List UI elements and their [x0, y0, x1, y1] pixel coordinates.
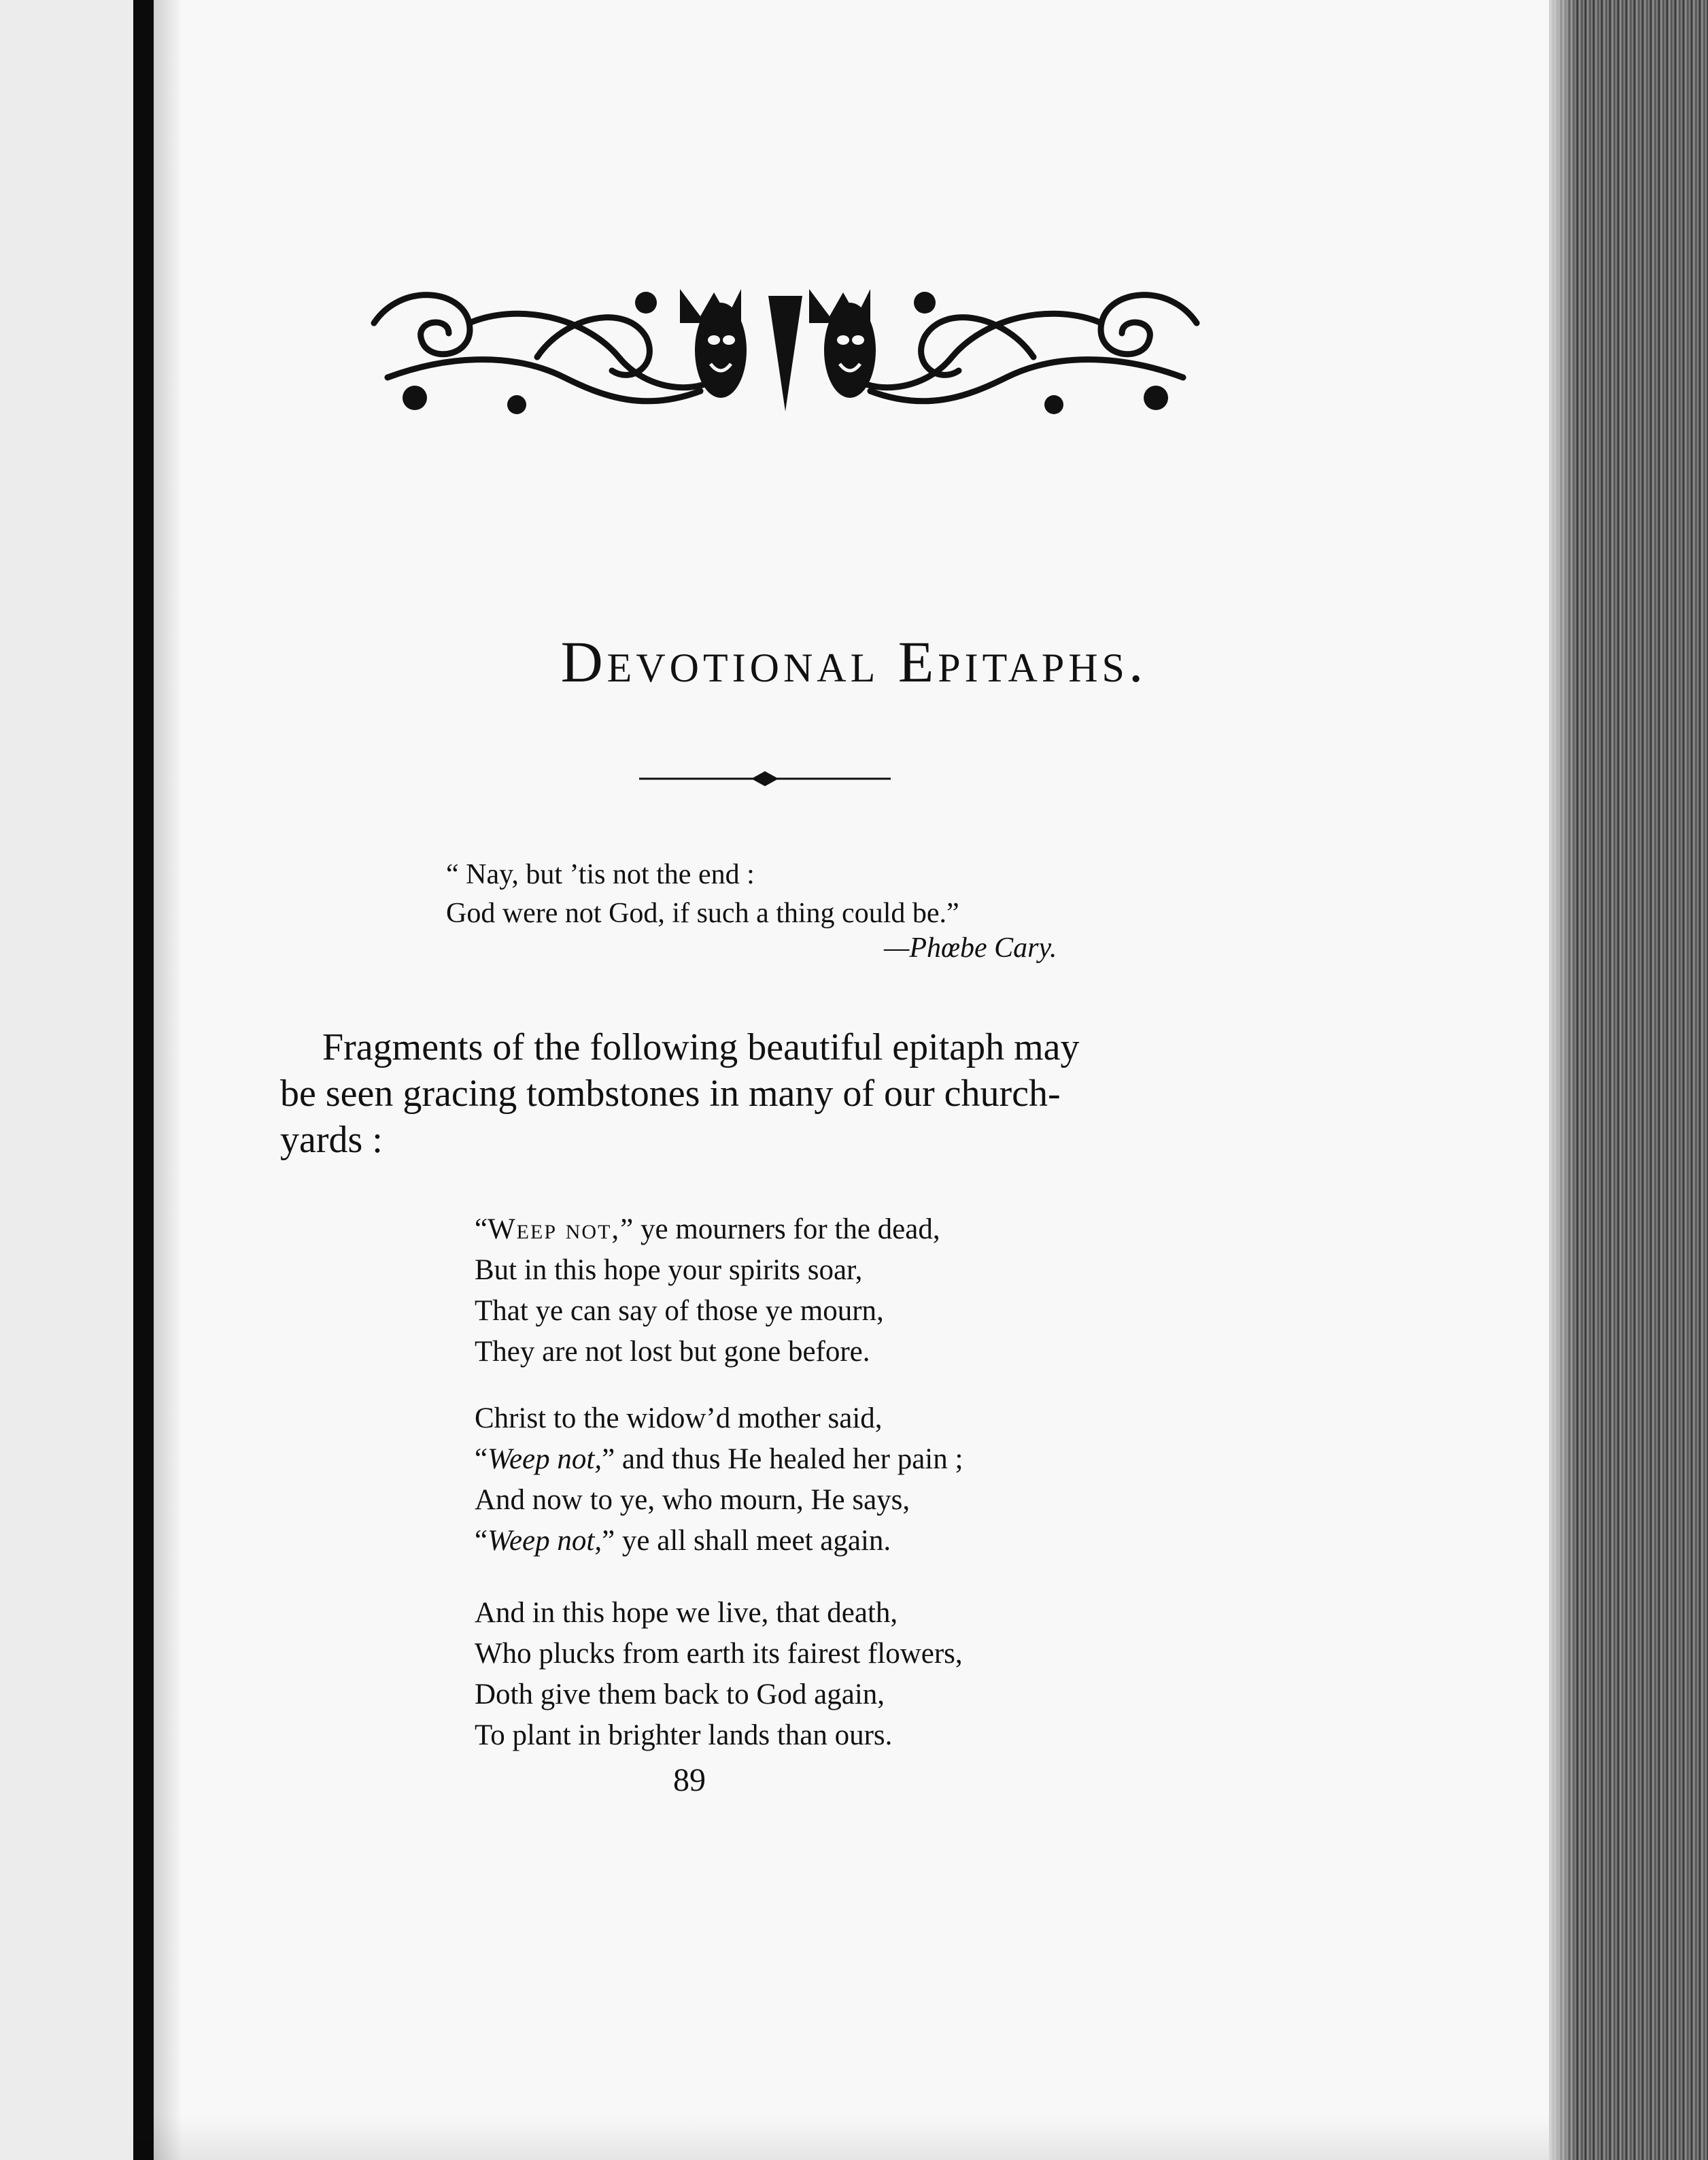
- verse-line: They are not lost but gone before.: [475, 1336, 870, 1368]
- open-quote: “: [475, 1213, 488, 1245]
- open-quote: “: [475, 1525, 488, 1557]
- page-number: 89: [673, 1762, 706, 1798]
- verse-line: But in this hope your spirits soar,: [475, 1254, 863, 1286]
- paragraph-line: yards :: [280, 1119, 383, 1161]
- paragraph-line: be seen gracing tombstones in many of our church-: [280, 1073, 1061, 1115]
- epigraph: [446, 856, 959, 933]
- page-bottom-shadow: [133, 2115, 1549, 2160]
- verse-line: To plant in brighter lands than ours.: [475, 1719, 893, 1751]
- verse-stanza-2: [475, 1398, 963, 1562]
- epigraph-line: God were not God, if such a thing could be.”: [446, 898, 959, 929]
- emphasis-text: Weep not,: [488, 1213, 621, 1245]
- title-divider-rule: [639, 769, 891, 789]
- verse-line: Who plucks from earth its fairest flowers,: [475, 1638, 963, 1670]
- verse-line: [475, 1439, 963, 1480]
- line-rest: ” ye all shall meet again.: [602, 1525, 891, 1557]
- intro-paragraph: [280, 1024, 1286, 1163]
- verse-line: [475, 1209, 940, 1250]
- verse-stanza-1: [475, 1209, 940, 1372]
- emphasis-text: Weep not,: [488, 1443, 602, 1475]
- verse-line: Doth give them back to God again,: [475, 1678, 885, 1710]
- verse-line: [475, 1521, 963, 1562]
- ornamental-headpiece-icon: [360, 275, 1210, 425]
- gutter-shadow: [154, 0, 181, 2160]
- line-rest: ” ye mourners for the dead,: [620, 1213, 940, 1245]
- epigraph-line: “ Nay, but ’tis not the end :: [446, 859, 755, 890]
- open-quote: “: [475, 1443, 488, 1475]
- verse-line: And in this hope we live, that death,: [475, 1597, 898, 1629]
- page-title: Devotional Epitaphs.: [560, 629, 1148, 694]
- epigraph-attribution: —Phœbe Cary.: [884, 932, 1057, 964]
- verse-stanza-3: [475, 1593, 963, 1756]
- facing-page-edge: [0, 0, 133, 2160]
- verse-line: That ye can say of those ye mourn,: [475, 1295, 884, 1327]
- emphasis-text: Weep not,: [488, 1525, 602, 1557]
- verse-line: Christ to the widow’d mother said,: [475, 1402, 883, 1434]
- page-edges: [1549, 0, 1708, 2160]
- line-rest: ” and thus He healed her pain ;: [602, 1443, 963, 1475]
- paragraph-line: Fragments of the following beautiful epitaph may: [322, 1026, 1080, 1068]
- verse-line: And now to ye, who mourn, He says,: [475, 1484, 910, 1516]
- book-gutter: [133, 0, 154, 2160]
